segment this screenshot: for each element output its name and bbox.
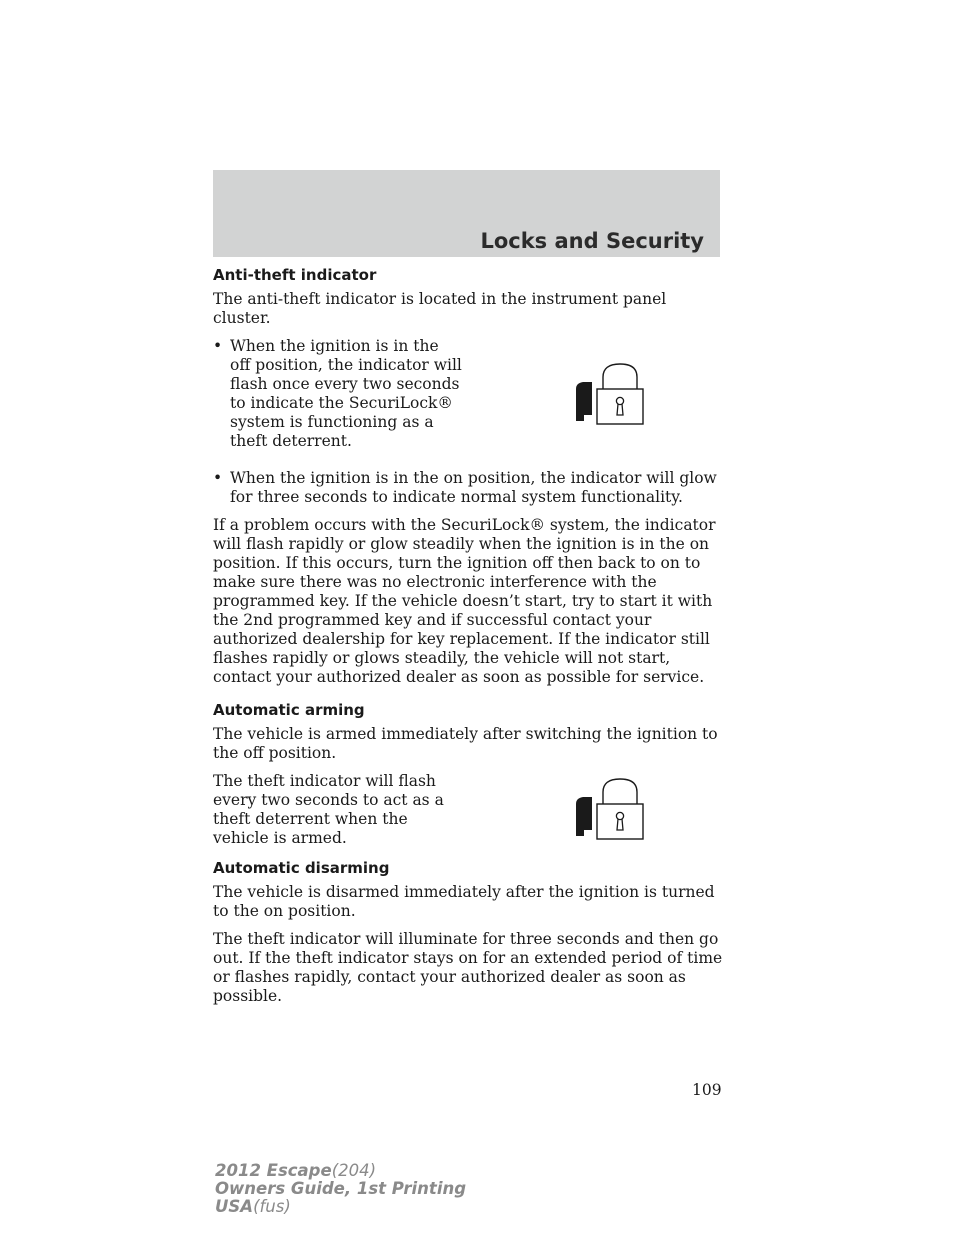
section-title: Locks and Security	[480, 229, 704, 253]
footer-guide: Owners Guide, 1st Printing	[215, 1179, 467, 1198]
footer-model-code: (204)	[331, 1161, 377, 1180]
bullet-item: • When the ignition is in the on position, the indicator will glow for three seconds to indicate normal system functionality.	[213, 469, 723, 507]
arming-paragraph-2: The theft indicator will flash every two seconds to act as a theft deterrent when the vehicle is armed.	[213, 772, 444, 847]
footer-line-guide	[215, 1180, 466, 1198]
car-lock-icon	[573, 359, 645, 427]
section-header-band	[213, 170, 720, 257]
car-lock-icon	[573, 774, 645, 842]
anti-theft-intro: The anti-theft indicator is located in the instrument panel cluster.	[213, 290, 667, 327]
arming-icon-block	[213, 772, 723, 857]
heading-anti-theft: Anti-theft indicator	[213, 266, 377, 284]
page-content	[213, 266, 723, 1015]
heading-automatic-arming: Automatic arming	[213, 701, 365, 719]
bullet-list	[213, 337, 463, 460]
footer-market-code: (fus)	[253, 1197, 291, 1216]
disarming-paragraph-2: The theft indicator will illuminate for three seconds and then go out. If the theft indicator stays on for an extended period of time or flashes rapidly, contact your authorized dealer as soon as possible.	[213, 930, 723, 1005]
disarming-paragraph-1: The vehicle is disarmed immediately after the ignition is turned to the on position.	[213, 883, 715, 920]
bullet-list-continued	[213, 469, 723, 507]
bullet-item: • When the ignition is in the off position, the indicator will flash once every two seconds to indicate the SecuriLock® system is functioning as a theft deterrent.	[213, 337, 463, 451]
page-number: 109	[692, 1081, 722, 1099]
footer-model: 2012 Escape	[215, 1161, 332, 1180]
footer-line-market	[215, 1198, 466, 1216]
heading-automatic-disarming: Automatic disarming	[213, 859, 390, 877]
footer-line-model	[215, 1162, 466, 1180]
document-footer	[215, 1162, 466, 1216]
anti-theft-bullet-block	[213, 337, 723, 469]
footer-market: USA	[215, 1197, 254, 1216]
arming-paragraph-1: The vehicle is armed immediately after switching the ignition to the off position.	[213, 725, 718, 762]
securilock-problem-paragraph: If a problem occurs with the SecuriLock® system, the indicator will flash rapidly or glow steadily when the ignition is in the on position. If this occurs, turn the ignition off then back to on to make sure there was no electronic interference with the programmed key. If the vehicle doesn’t start, try to start it with the 2nd programmed key and if successful contact your authorized dealership for key replacement. If the indicator still flashes rapidly or glows steadily, the vehicle will not start, contact your authorized dealer as soon as possible for service.	[213, 516, 716, 686]
